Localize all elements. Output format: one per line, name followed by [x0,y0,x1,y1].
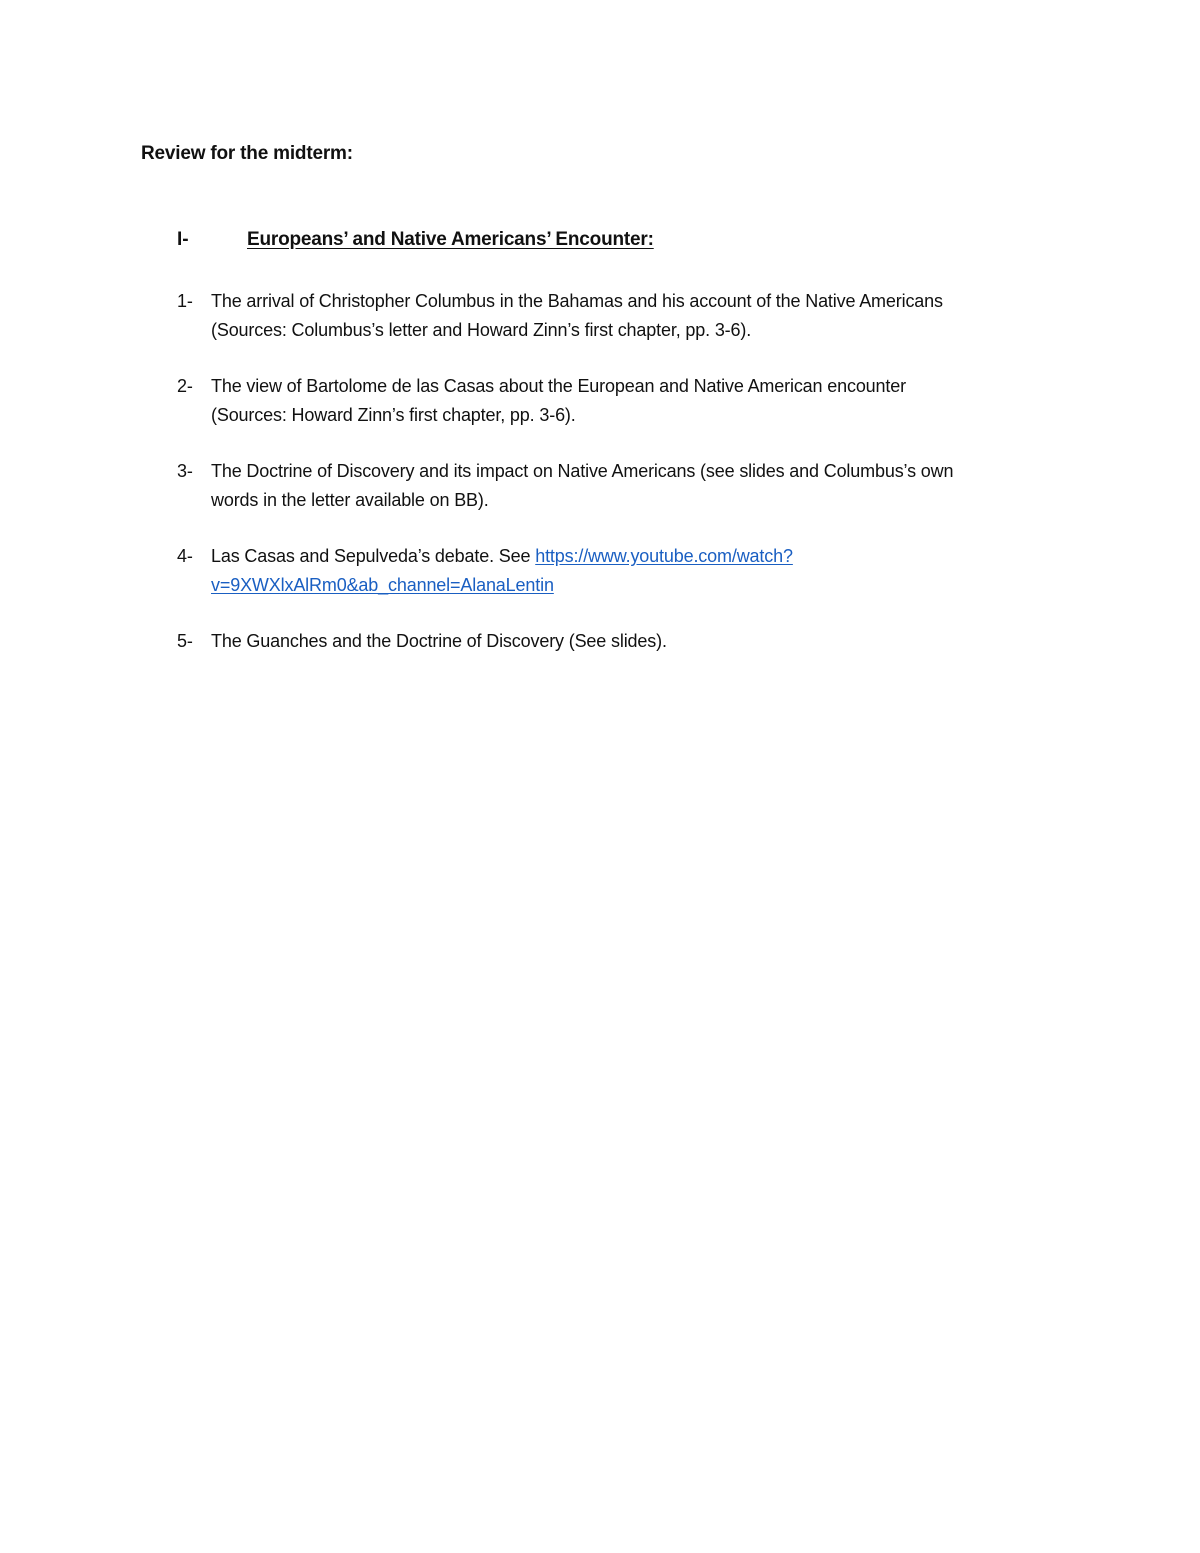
list-item-number: 1- [177,291,193,311]
list-item-number: 5- [177,631,193,651]
list-item-text [211,542,1061,600]
list-item-line [211,571,1061,600]
section-numeral: I- [177,229,189,250]
document-title: Review for the midterm: [141,143,353,164]
list-item-line: (Sources: Howard Zinn’s first chapter, pp. 3-6). [211,405,576,425]
list-item-text [211,287,1061,345]
list-item-number: 2- [177,376,193,396]
list-item-text [211,457,1061,515]
list-item-text [211,372,1061,430]
list-item-line: (Sources: Columbus’s letter and Howard Zinn’s first chapter, pp. 3-6). [211,320,752,340]
list-item-line [211,542,1061,571]
section-title: Europeans’ and Native Americans’ Encounter: [247,229,654,250]
list-item-text [211,627,1061,656]
list-item-line: words in the letter available on BB). [211,490,489,510]
list-item-line: The arrival of Christopher Columbus in the Bahamas and his account of the Native Americans [211,291,943,311]
list-item-number: 4- [177,546,193,566]
list-item-prefix: Las Casas and Sepulveda’s debate. See [211,546,536,566]
list-item-number: 3- [177,461,193,481]
list-item-line: The Guanches and the Doctrine of Discovery (See slides). [211,631,667,651]
youtube-link-continued[interactable]: v=9XWXlxAlRm0&ab_channel=AlanaLentin [211,575,554,595]
section-heading [177,229,1077,259]
youtube-link[interactable]: https://www.youtube.com/watch? [535,546,793,566]
list-item-line: The Doctrine of Discovery and its impact on Native Americans (see slides and Columbus’s own [211,461,954,481]
list-item-line: The view of Bartolome de las Casas about the European and Native American encounter [211,376,906,396]
